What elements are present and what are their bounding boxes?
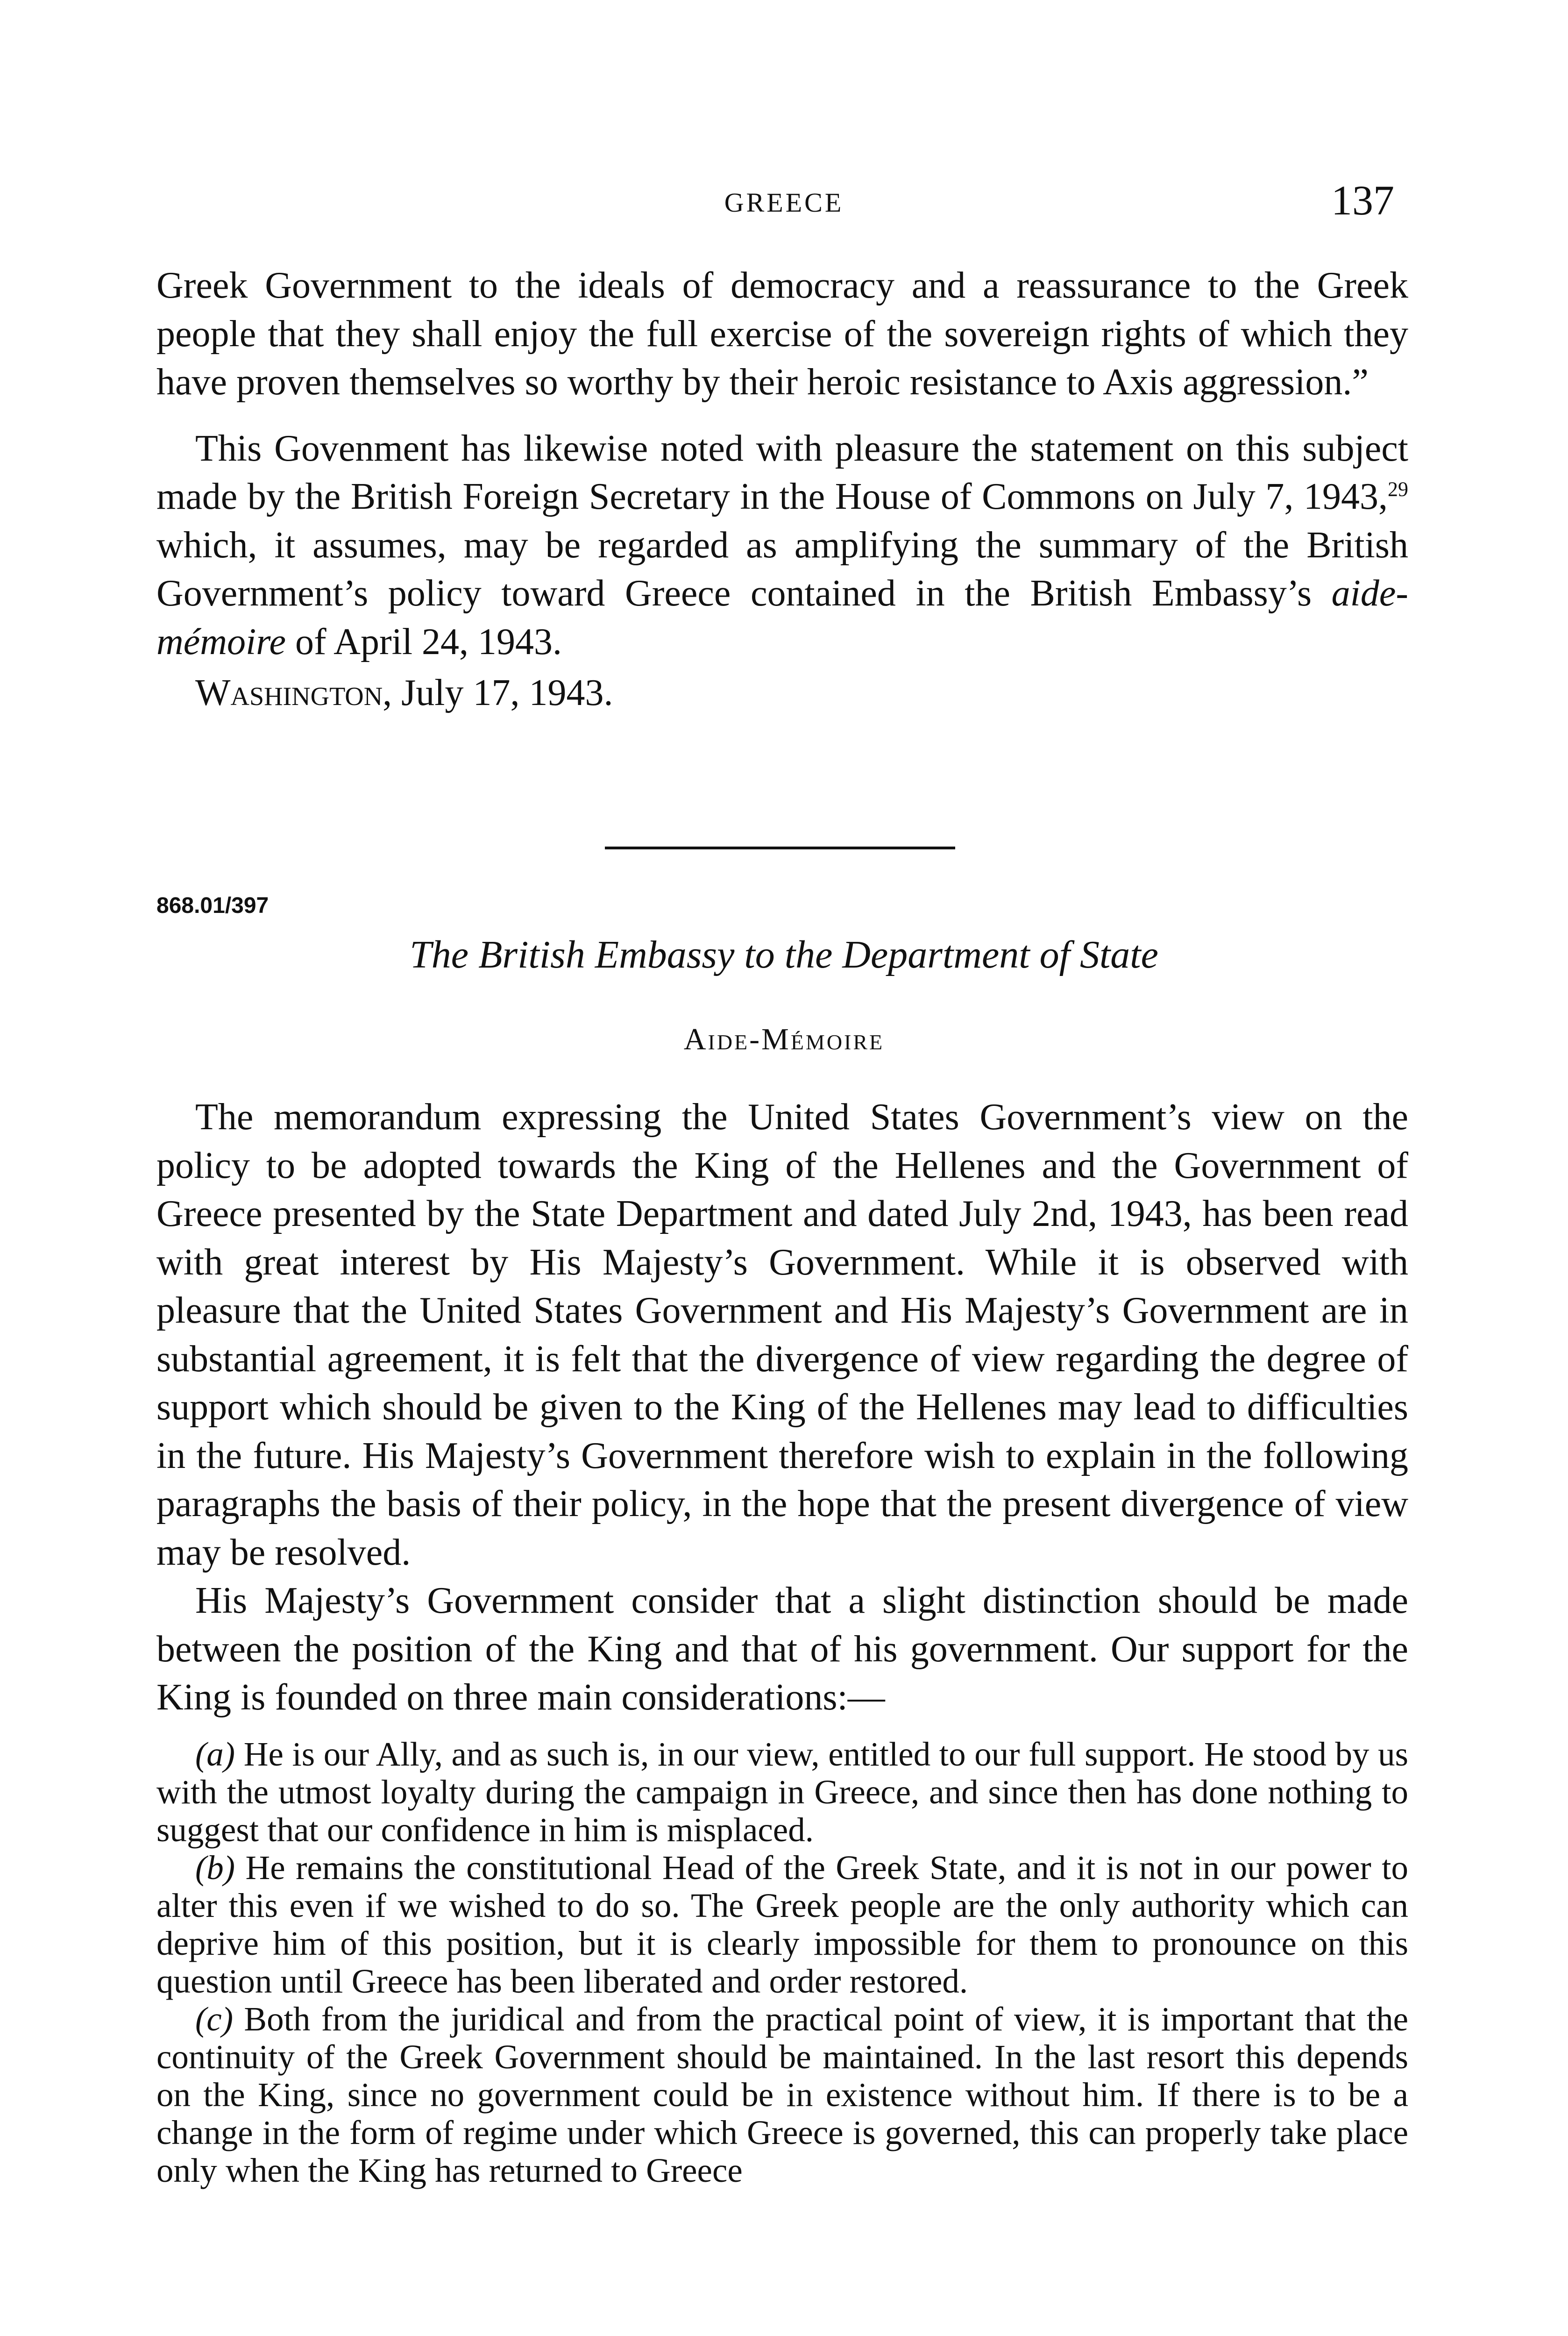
aide-memoire-term: aide-mémoire (156, 573, 1408, 662)
consideration-b-text: He remains the constitutional Head of the Greek State, and it is not in our power to alter this even if we wished to do so. The Greek people are the only authority which can deprive him of this position, but it is clearly impossible for them to pronounce on this question until Greece has been liberated and order restored. (156, 1848, 1408, 2000)
signoff-date: July 17, 1943. (392, 672, 613, 713)
policy-text-middle: which, it assumes, may be regarded as amplifying the summary of the British Government’s policy toward Greece contained in the British Embassy’s (156, 524, 1408, 614)
memorandum-body (156, 1093, 1408, 2189)
footnote-reference: 29 (1388, 477, 1408, 501)
section-divider (605, 847, 955, 849)
page-number: 137 (1331, 178, 1394, 224)
document-heading: The British Embassy to the Department of State (410, 933, 1158, 976)
consideration-a-label: (a) (195, 1735, 235, 1773)
document-subheading: Aide-Mémoire (683, 1022, 885, 1056)
top-section (156, 262, 1408, 718)
memo-paragraph-2: His Majesty’s Government consider that a slight distinction should be made between the position of the King and that of his government. Our support for the King is founded on three main considerations:— (156, 1580, 1408, 1718)
consideration-a (156, 1735, 1408, 1849)
signoff-place: Washington, (195, 672, 392, 713)
consideration-c-text: Both from the juridical and from the practical point of view, it is important that the continuity of the Greek Government should be maintained. In the last resort this depends on the King, since no government could be in existence without him. If there is to be a change in the form of regime under which Greece is governed, this can properly take place only when the King has returned to Greece (156, 2000, 1408, 2189)
file-number: 868.01/397 (156, 893, 269, 918)
policy-paragraph (156, 425, 1408, 667)
running-title: GREECE (724, 187, 844, 218)
consideration-b-label: (b) (195, 1848, 235, 1887)
policy-text-end: of April 24, 1943. (285, 621, 562, 662)
continuation-paragraph: Greek Government to the ideals of democracy and a reassurance to the Greek people that they shall enjoy the full exercise of the sovereign rights of which they have proven themselves so worthy by their heroic resistance to Axis aggression.” (156, 265, 1408, 403)
consideration-c (156, 2000, 1408, 2189)
consideration-a-text: He is our Ally, and as such is, in our view, entitled to our full support. He stood by us with the utmost loyalty during the campaign in Greece, and since then has done nothing to suggest that our confidence in him is misplaced. (156, 1735, 1408, 1849)
consideration-c-label: (c) (195, 2000, 234, 2038)
signoff (156, 669, 1408, 718)
memo-paragraph-1: The memorandum expressing the United States Government’s view on the policy to be adopted towards the King of the Hellenes and the Government of Greece presented by the State Department and dated July 2nd, 1943, has been read with great interest by His Majesty’s Government. While it is observed with pleasure that the United States Government and His Majesty’s Government are in substantial agreement, it is felt that the divergence of view regarding the degree of support which should be given to the King of the Hellenes may lead to difficulties in the future. His Majesty’s Government therefore wish to explain in the following paragraphs the basis of their policy, in the hope that the present divergence of view may be resolved. (156, 1097, 1408, 1573)
consideration-b (156, 1849, 1408, 2000)
policy-text-start: This Govenment has likewise noted with pleasure the statement on this subject made by the British Foreign Secretary in the House of Commons on July 7, 1943, (156, 427, 1408, 517)
